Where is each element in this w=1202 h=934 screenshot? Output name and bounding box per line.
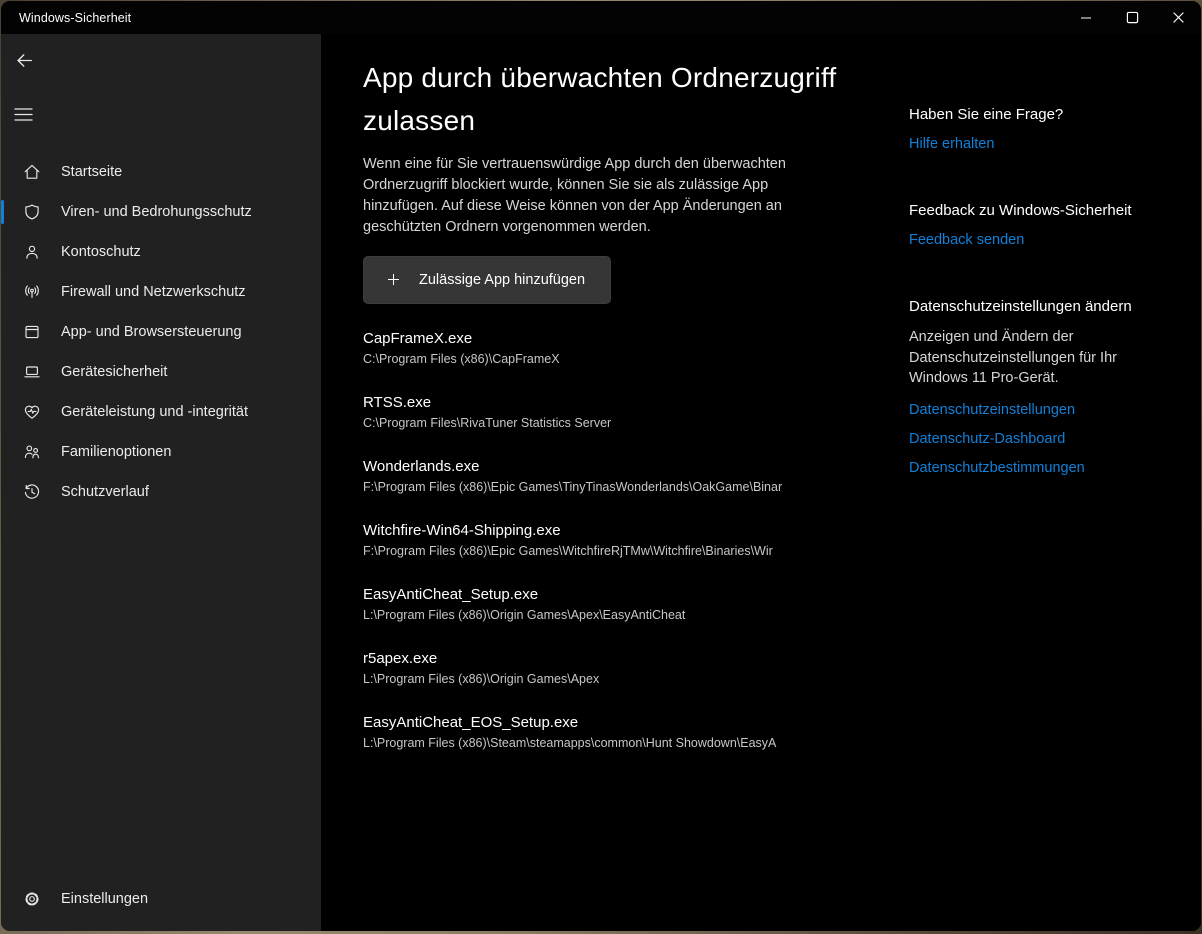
person-icon xyxy=(22,242,42,262)
app-name: EasyAntiCheat_Setup.exe xyxy=(363,585,539,603)
sidebar-item-label: Kontoschutz xyxy=(61,244,141,260)
page-title: App durch überwachten Ordnerzugriff zulassen xyxy=(363,62,837,137)
plus-icon xyxy=(385,271,402,288)
sidebar-item-familienoptionen[interactable] xyxy=(1,432,321,472)
add-allowed-app-button[interactable] xyxy=(363,256,611,304)
app-name: Wonderlands.exe xyxy=(363,457,480,475)
sidebar-item-einstellungen[interactable] xyxy=(1,879,321,919)
maximize-icon xyxy=(1126,11,1139,24)
back-arrow-icon xyxy=(14,50,35,71)
app-path: L:\Program Files (x86)\Steam\steamapps\common\Hunt Showdown\EasyA xyxy=(363,735,777,750)
privacy-settings-link[interactable]: Datenschutzeinstellungen xyxy=(909,401,1076,418)
app-name: EasyAntiCheat_EOS_Setup.exe xyxy=(363,713,579,731)
home-icon xyxy=(22,162,42,182)
sidebar-item-geraeteleistung-integritaet[interactable] xyxy=(1,392,321,432)
shield-icon xyxy=(22,202,42,222)
family-icon xyxy=(22,442,42,462)
window-controls xyxy=(1063,1,1201,34)
app-list-item[interactable] xyxy=(363,522,1201,558)
sidebar-item-label: Startseite xyxy=(61,164,123,180)
app-path: L:\Program Files (x86)\Origin Games\Apex xyxy=(363,671,600,686)
sidebar-item-viren-bedrohungsschutz[interactable] xyxy=(1,192,321,232)
sidebar-item-label: Geräteleistung und -integrität xyxy=(61,404,248,420)
app-path: F:\Program Files (x86)\Epic Games\TinyTinasWonderlands\OakGame\Binar xyxy=(363,479,783,494)
minimize-button[interactable] xyxy=(1063,1,1109,34)
sidebar-item-label: Viren- und Bedrohungsschutz xyxy=(61,204,252,220)
section-heading: Feedback zu Windows-Sicherheit xyxy=(909,202,1132,219)
laptop-icon xyxy=(22,362,42,382)
privacy-statement-link[interactable]: Datenschutzbestimmungen xyxy=(909,459,1085,476)
privacy-section xyxy=(909,298,1184,476)
hamburger-icon xyxy=(14,107,33,122)
section-heading: Haben Sie eine Frage? xyxy=(909,106,1064,123)
app-window xyxy=(1,1,1201,931)
menu-button[interactable] xyxy=(1,96,45,132)
app-window-icon xyxy=(22,322,42,342)
question-section xyxy=(909,106,1184,152)
sidebar-item-label: Familienoptionen xyxy=(61,444,172,460)
sidebar-item-label: Firewall und Netzwerkschutz xyxy=(61,284,246,300)
gear-icon xyxy=(22,889,42,909)
app-list-item[interactable] xyxy=(363,714,1201,750)
window-title: Windows-Sicherheit xyxy=(19,10,132,25)
app-path: F:\Program Files (x86)\Epic Games\WitchfireRjTMw\Witchfire\Binaries\Wir xyxy=(363,543,773,558)
minimize-icon xyxy=(1080,12,1092,24)
sidebar-item-label: Schutzverlauf xyxy=(61,484,149,500)
app-list-item[interactable] xyxy=(363,650,1201,686)
sidebar xyxy=(1,34,321,931)
send-feedback-link[interactable]: Feedback senden xyxy=(909,232,1025,248)
close-button[interactable] xyxy=(1155,1,1201,34)
app-path: C:\Program Files\RivaTuner Statistics Server xyxy=(363,415,612,430)
title-bar xyxy=(1,1,1201,34)
app-name: RTSS.exe xyxy=(363,393,432,411)
back-button[interactable] xyxy=(1,42,45,78)
page-description: Wenn eine für Sie vertrauenswürdige App durch den überwachten Ordnerzugriff blockiert wurde, können Sie sie als zulässige App hinzufügen. Auf diese Weise können von der App Änderungen an geschützten Ordnern vorgenommen werden. xyxy=(363,155,786,235)
section-heading: Datenschutzeinstellungen ändern xyxy=(909,298,1132,315)
sidebar-item-label: App- und Browsersteuerung xyxy=(61,324,242,340)
sidebar-item-label: Gerätesicherheit xyxy=(61,364,168,380)
privacy-description: Anzeigen und Ändern der Datenschutzeinstellungen für Ihr Windows 11 Pro-Gerät. xyxy=(909,329,1117,387)
sidebar-item-firewall-netzwerkschutz[interactable] xyxy=(1,272,321,312)
app-path: C:\Program Files (x86)\CapFrameX xyxy=(363,351,560,366)
maximize-button[interactable] xyxy=(1109,1,1155,34)
sidebar-item-geraetesicherheit[interactable] xyxy=(1,352,321,392)
app-path: L:\Program Files (x86)\Origin Games\Apex\EasyAntiCheat xyxy=(363,607,686,622)
close-icon xyxy=(1172,11,1185,24)
sidebar-item-schutzverlauf[interactable] xyxy=(1,472,321,512)
privacy-dashboard-link[interactable]: Datenschutz-Dashboard xyxy=(909,430,1066,447)
history-icon xyxy=(22,482,42,502)
app-list-item[interactable] xyxy=(363,586,1201,622)
add-allowed-app-button-label: Zulässige App hinzufügen xyxy=(419,271,586,288)
sidebar-item-kontoschutz[interactable] xyxy=(1,232,321,272)
help-panel xyxy=(909,34,1184,526)
app-name: Witchfire-Win64-Shipping.exe xyxy=(363,521,561,539)
feedback-section xyxy=(909,202,1184,248)
app-name: r5apex.exe xyxy=(363,649,438,667)
heart-pulse-icon xyxy=(22,402,42,422)
app-name: CapFrameX.exe xyxy=(363,329,473,347)
radio-tower-icon xyxy=(22,282,42,302)
get-help-link[interactable]: Hilfe erhalten xyxy=(909,136,995,152)
sidebar-item-startseite[interactable] xyxy=(1,152,321,192)
sidebar-item-label: Einstellungen xyxy=(61,891,149,907)
sidebar-item-app-browsersteuerung[interactable] xyxy=(1,312,321,352)
